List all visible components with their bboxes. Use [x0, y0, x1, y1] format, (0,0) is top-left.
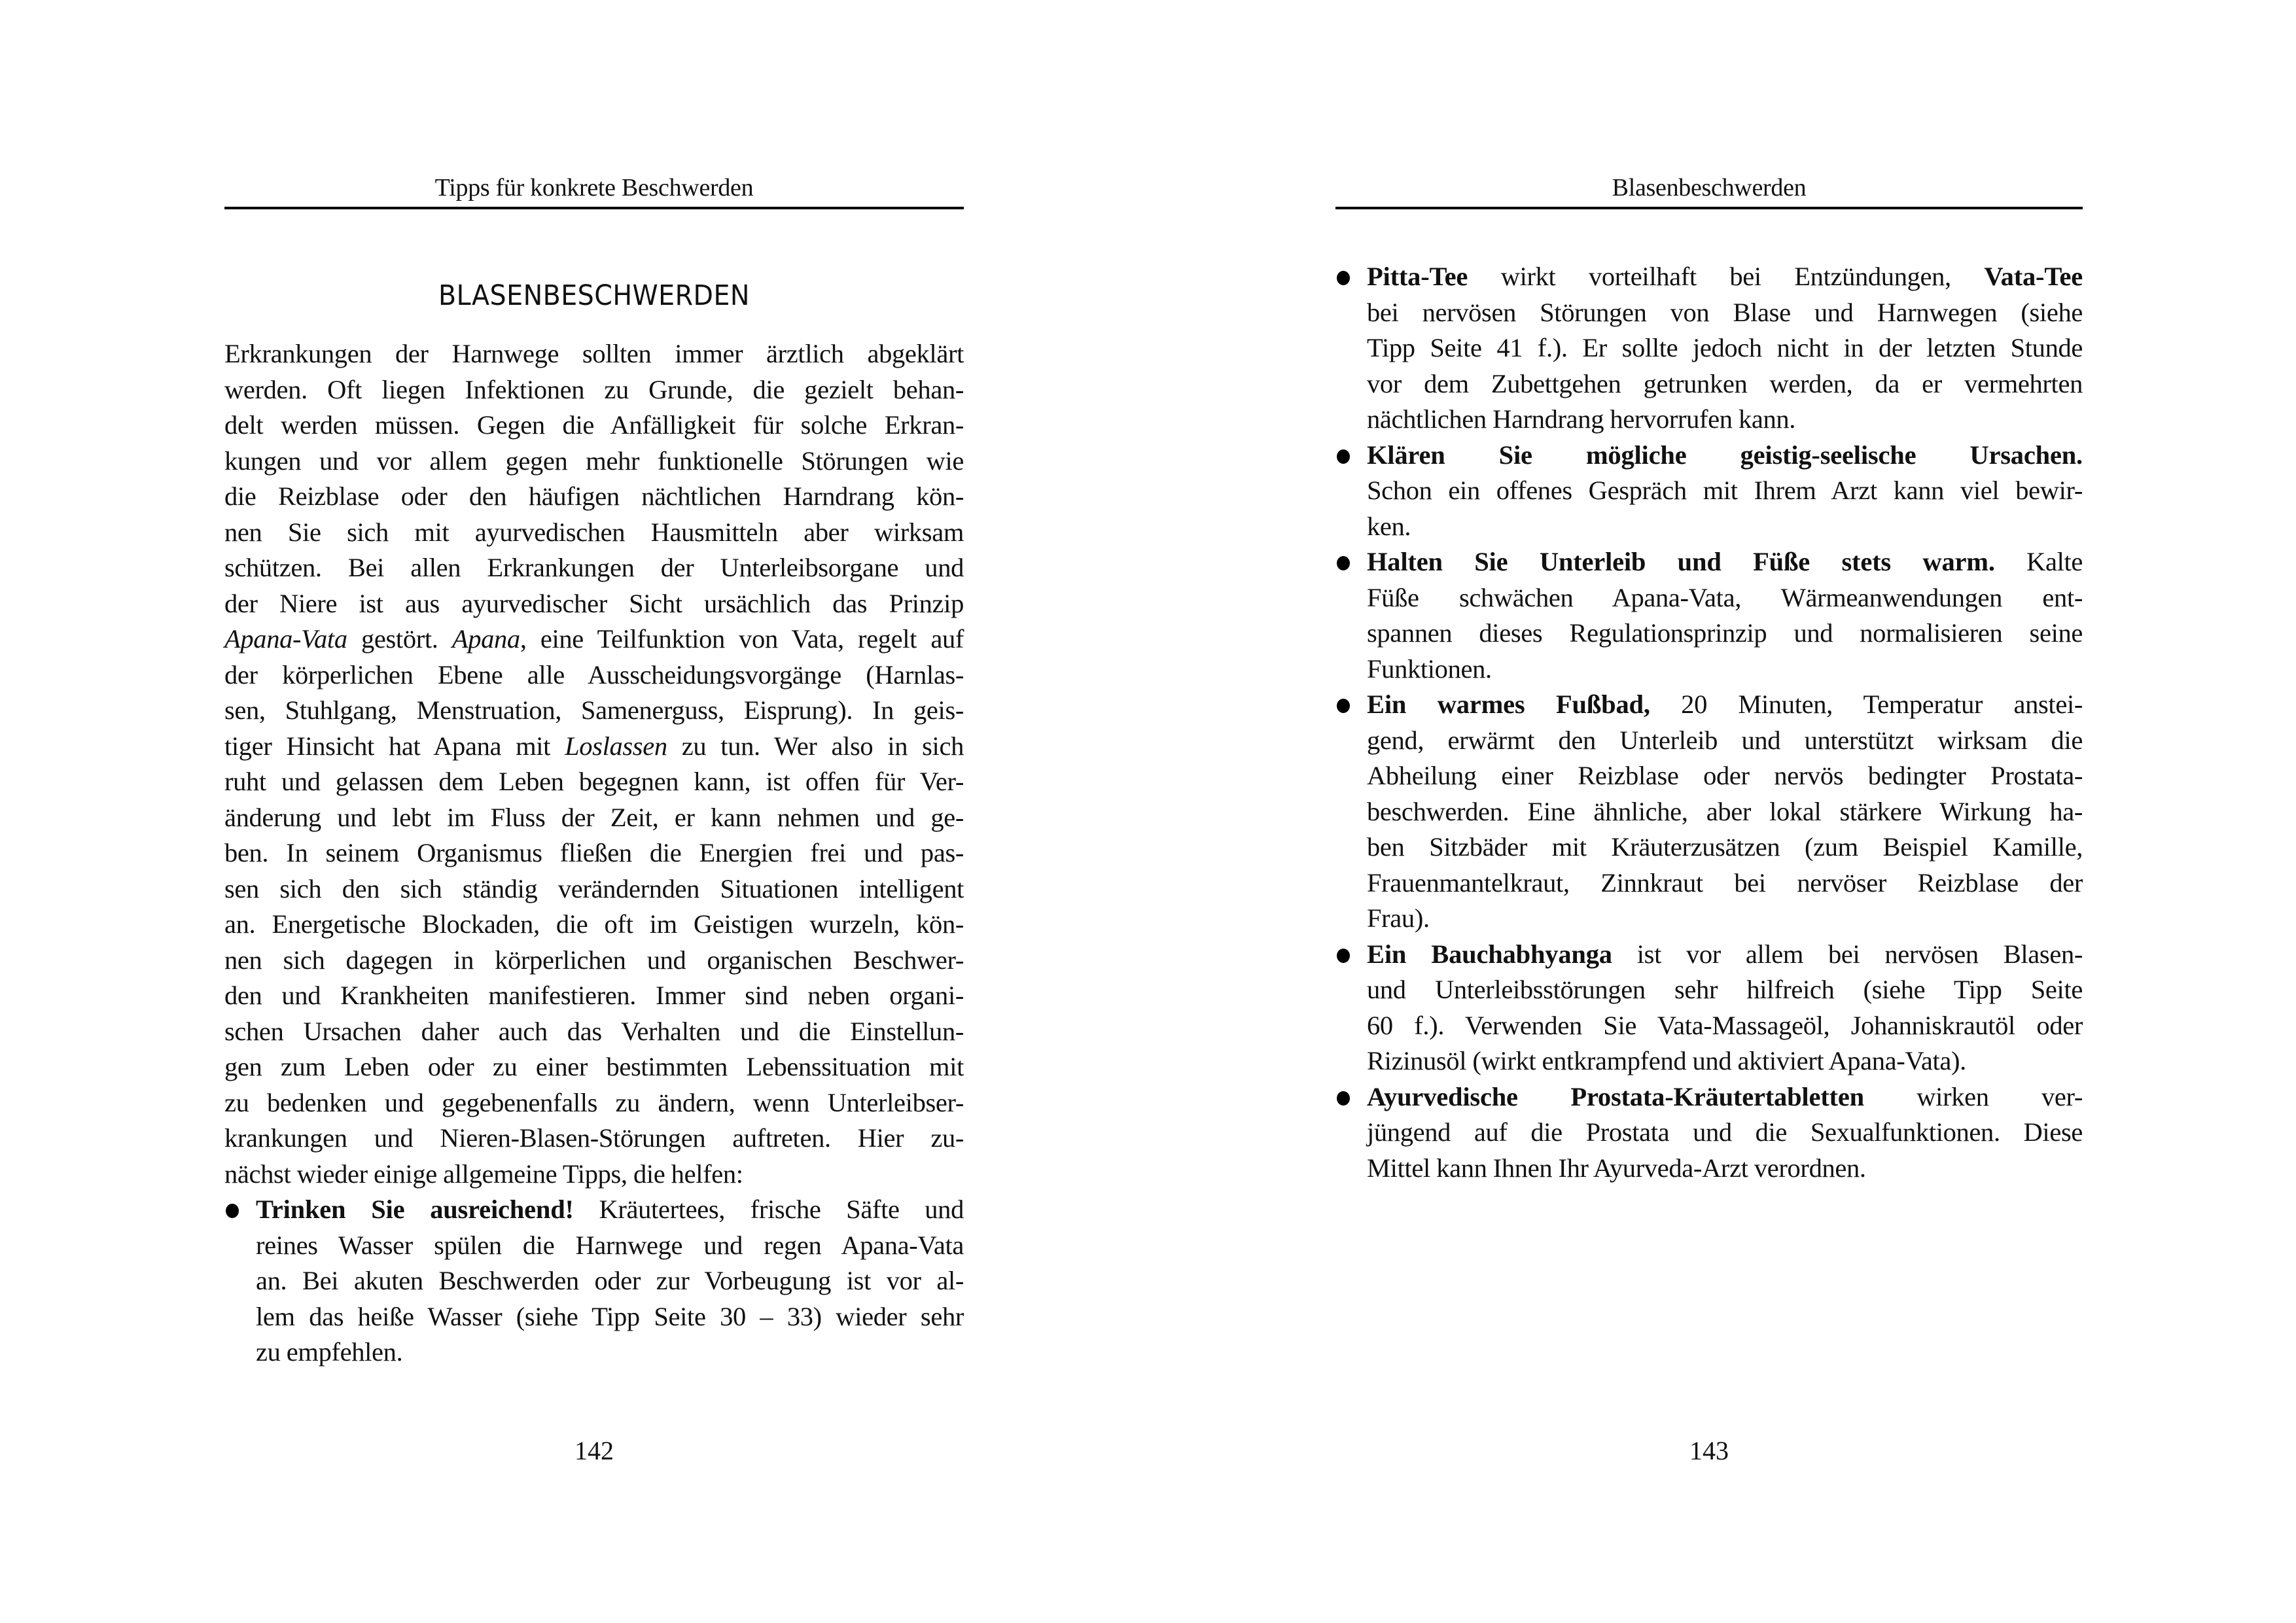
text-run: nächst wieder einige allgemeine Tipps, die helfen: — [224, 1159, 743, 1189]
text-run: wirken ver- — [1863, 1081, 2083, 1111]
text-run: nen sich dagegen in körperlichen und organischen Beschwer- — [224, 945, 964, 975]
text-line — [1367, 438, 2083, 474]
tip-list-item — [1335, 937, 2083, 1079]
bold-lead-phrase: Klären Sie mögliche geistig-seelische Ursachen. — [1367, 440, 2083, 470]
bullet-icon — [1337, 699, 1350, 713]
tip-list-item — [1335, 1079, 2083, 1187]
text-line — [224, 515, 964, 551]
text-run: kungen und vor allem gegen mehr funktionelle Störungen wie — [224, 445, 964, 476]
bullet-icon — [1337, 271, 1350, 285]
text-line — [1367, 723, 2083, 759]
tips-list — [224, 1192, 964, 1370]
text-run: Abheilung einer Reizblase oder nervös bedingter Prostata- — [1367, 761, 2083, 790]
text-line — [224, 835, 964, 871]
text-line — [1367, 972, 2083, 1008]
text-run: jüngend auf die Prostata und die Sexualfunktionen. Diese — [1367, 1117, 2083, 1147]
text-line — [1367, 259, 2083, 295]
text-run: , eine Teilfunktion von Vata, regelt auf — [520, 624, 964, 654]
text-line — [1367, 901, 2083, 937]
text-line — [224, 444, 964, 480]
bold-lead-phrase: Pitta-Tee — [1367, 262, 1468, 291]
text-run: nächtlichen Harndrang hervorrufen kann. — [1367, 404, 1796, 434]
body-text — [224, 336, 964, 1370]
text-run: delt werden müssen. Gegen die Anfälligkeit für solche Erkran- — [224, 410, 964, 440]
text-run: reines Wasser spülen die Harnwege und regen Apana-Vata — [256, 1230, 964, 1260]
text-line — [224, 408, 964, 444]
text-run: vor dem Zubettgehen getrunken werden, da er vermehrten — [1367, 368, 2083, 398]
text-run: zu tun. Wer also in sich — [667, 731, 964, 761]
text-run: Funktionen. — [1367, 654, 1492, 684]
text-run: ken. — [1367, 511, 1411, 541]
text-run: schützen. Bei allen Erkrankungen der Unterleibsorgane und — [224, 553, 964, 582]
text-run: 20 Minuten, Temperatur anstei- — [1650, 689, 2083, 719]
tip-list-item — [1335, 259, 2083, 438]
bold-lead-phrase: Ein warmes Fußbad, — [1367, 689, 1650, 719]
header-rule-divider — [224, 207, 964, 209]
text-run: den und Krankheiten manifestieren. Immer sind neben organi- — [224, 981, 964, 1010]
text-line — [1367, 1079, 2083, 1115]
text-line — [224, 871, 964, 907]
text-line — [1367, 1115, 2083, 1151]
body-text — [1335, 259, 2083, 1186]
text-run: nen Sie sich mit ayurvedischen Hausmitteln aber wirksam — [224, 517, 964, 547]
italic-term: Loslassen — [565, 731, 667, 761]
text-line — [1367, 330, 2083, 366]
tip-list-item — [1335, 544, 2083, 687]
text-line — [256, 1335, 964, 1370]
bold-lead-phrase: Trinken Sie ausreichend! — [256, 1195, 574, 1224]
text-line — [224, 693, 964, 729]
bullet-icon — [226, 1204, 239, 1218]
text-run: beschwerden. Eine ähnliche, aber lokal stärkere Wirkung ha- — [1367, 796, 2083, 826]
text-run: Rizinusöl (wirkt entkrampfend und aktiviert Apana-Vata). — [1367, 1046, 1966, 1075]
text-line — [224, 550, 964, 586]
text-line — [1367, 829, 2083, 865]
text-run: an. Bei akuten Beschwerden oder zur Vorbeugung ist vor al- — [256, 1266, 964, 1295]
text-run: die Reizblase oder den häufigen nächtlichen Harndrang kön- — [224, 481, 964, 511]
chapter-title: BLASENBESCHWERDEN — [438, 279, 750, 312]
text-run: werden. Oft liegen Infektionen zu Grunde, die gezielt behan- — [224, 374, 964, 404]
text-run: gestört. — [347, 624, 452, 654]
text-run: Mittel kann Ihnen Ihr Ayurveda-Arzt verordnen. — [1367, 1153, 1866, 1183]
text-line — [224, 657, 964, 693]
text-line — [1367, 865, 2083, 901]
italic-term: Apana-Vata — [224, 624, 347, 654]
tip-list-item — [1335, 438, 2083, 545]
tip-list-item — [224, 1192, 964, 1370]
text-line — [1367, 473, 2083, 509]
bold-lead-phrase: Ayurvedische Prostata-Kräutertabletten — [1367, 1081, 1864, 1111]
text-line — [256, 1228, 964, 1264]
text-line — [224, 1085, 964, 1121]
text-run: Kalte — [1994, 547, 2083, 576]
text-run: Schon ein offenes Gespräch mit Ihrem Arzt kann viel bewir- — [1367, 476, 2083, 505]
text-line — [224, 800, 964, 836]
running-head: Blasenbeschwerden — [1612, 174, 1807, 201]
text-line — [1367, 616, 2083, 652]
running-head: Tipps für konkrete Beschwerden — [434, 174, 754, 201]
text-line — [1367, 652, 2083, 688]
text-line — [1367, 758, 2083, 794]
text-run: krankungen und Nieren-Blasen-Störungen auftreten. Hier zu- — [224, 1123, 964, 1153]
text-run: sen, Stuhlgang, Menstruation, Samenerguss, Eisprung). In geis- — [224, 695, 964, 725]
text-line — [1367, 544, 2083, 580]
text-run: änderung und lebt im Fluss der Zeit, er kann nehmen und ge- — [224, 802, 964, 832]
text-line — [256, 1263, 964, 1299]
intro-paragraph — [224, 336, 964, 1192]
text-line — [1367, 402, 2083, 438]
text-run: der körperlichen Ebene alle Ausscheidungsvorgänge (Harnlas- — [224, 659, 964, 689]
right-page — [1335, 0, 2083, 1623]
text-line — [256, 1299, 964, 1335]
text-line — [224, 729, 964, 765]
bullet-icon — [1337, 949, 1350, 963]
text-line — [224, 907, 964, 943]
text-line — [224, 764, 964, 800]
text-run: Tipp Seite 41 f.). Er sollte jedoch nicht in der letzten Stunde — [1367, 333, 2083, 362]
bullet-icon — [1337, 449, 1350, 464]
text-line — [224, 372, 964, 408]
text-line — [1367, 509, 2083, 545]
tip-list-item — [1335, 687, 2083, 937]
text-run: spannen dieses Regulationsprinzip und normalisieren seine — [1367, 618, 2083, 648]
tips-list — [1335, 259, 2083, 1186]
text-run: ist vor allem bei nervösen Blasen- — [1612, 939, 2083, 969]
text-line — [224, 1121, 964, 1157]
text-line — [224, 1014, 964, 1050]
text-line — [224, 586, 964, 622]
bold-lead-phrase: Halten Sie Unterleib und Füße stets warm. — [1367, 547, 1995, 576]
text-run: an. Energetische Blockaden, die oft im Geistigen wurzeln, kön- — [224, 909, 964, 939]
text-line — [224, 943, 964, 979]
text-run: der Niere ist aus ayurvedischer Sicht ursächlich das Prinzip — [224, 588, 964, 618]
text-line — [1367, 687, 2083, 723]
page-number: 142 — [574, 1436, 614, 1465]
bold-lead-phrase: Vata-Tee — [1984, 262, 2083, 291]
text-line — [224, 1049, 964, 1085]
text-run: 60 f.). Verwenden Sie Vata-Massageöl, Johanniskrautöl oder — [1367, 1010, 2083, 1040]
text-run: lem das heiße Wasser (siehe Tipp Seite 30 – 33) wieder sehr — [256, 1301, 964, 1331]
text-run: wirkt vorteilhaft bei Entzündungen, — [1468, 262, 1985, 291]
text-line — [1367, 366, 2083, 402]
text-line — [256, 1192, 964, 1228]
text-line — [1367, 794, 2083, 830]
text-run: Frau). — [1367, 903, 1430, 933]
text-line — [224, 621, 964, 657]
text-line — [224, 336, 964, 372]
text-run: zu bedenken und gegebenenfalls zu ändern, wenn Unterleibser- — [224, 1087, 964, 1117]
text-run: zu empfehlen. — [256, 1337, 403, 1367]
text-run: gend, erwärmt den Unterleib und unterstützt wirksam die — [1367, 725, 2083, 755]
bullet-icon — [1337, 556, 1350, 570]
text-line — [1367, 1151, 2083, 1187]
text-run: Kräutertees, frische Säfte und — [573, 1195, 964, 1224]
text-line — [224, 479, 964, 515]
text-line — [1367, 580, 2083, 616]
italic-term: Apana — [451, 624, 520, 654]
page-number: 143 — [1689, 1436, 1729, 1465]
text-line — [1367, 295, 2083, 331]
header-rule-divider — [1335, 207, 2083, 209]
left-page — [224, 0, 964, 1623]
bullet-icon — [1337, 1091, 1350, 1106]
text-line — [224, 1157, 964, 1193]
text-line — [1367, 1008, 2083, 1044]
text-line — [224, 978, 964, 1014]
bold-lead-phrase: Ein Bauchabhyanga — [1367, 939, 1612, 969]
text-run: tiger Hinsicht hat Apana mit — [224, 731, 565, 761]
text-line — [1367, 1043, 2083, 1079]
text-run: ben Sitzbäder mit Kräuterzusätzen (zum Beispiel Kamille, — [1367, 832, 2083, 862]
text-line — [1367, 937, 2083, 973]
text-run: sen sich den sich ständig verändernden Situationen intelligent — [224, 873, 964, 903]
text-run: ruht und gelassen dem Leben begegnen kann, ist offen für Ver- — [224, 767, 964, 796]
text-run: und Unterleibsstörungen sehr hilfreich (siehe Tipp Seite — [1367, 975, 2083, 1004]
text-run: Frauenmantelkraut, Zinnkraut bei nervöser Reizblase der — [1367, 867, 2083, 898]
text-run: schen Ursachen daher auch das Verhalten und die Einstellun- — [224, 1016, 964, 1046]
text-run: ben. In seinem Organismus fließen die Energien frei und pas- — [224, 838, 964, 867]
text-run: gen zum Leben oder zu einer bestimmten Lebenssituation mit — [224, 1052, 964, 1081]
text-run: bei nervösen Störungen von Blase und Harnwegen (siehe — [1367, 297, 2083, 327]
text-run: Erkrankungen der Harnwege sollten immer ärztlich abgeklärt — [224, 339, 964, 368]
text-run: Füße schwächen Apana-Vata, Wärmeanwendungen ent- — [1367, 582, 2083, 612]
